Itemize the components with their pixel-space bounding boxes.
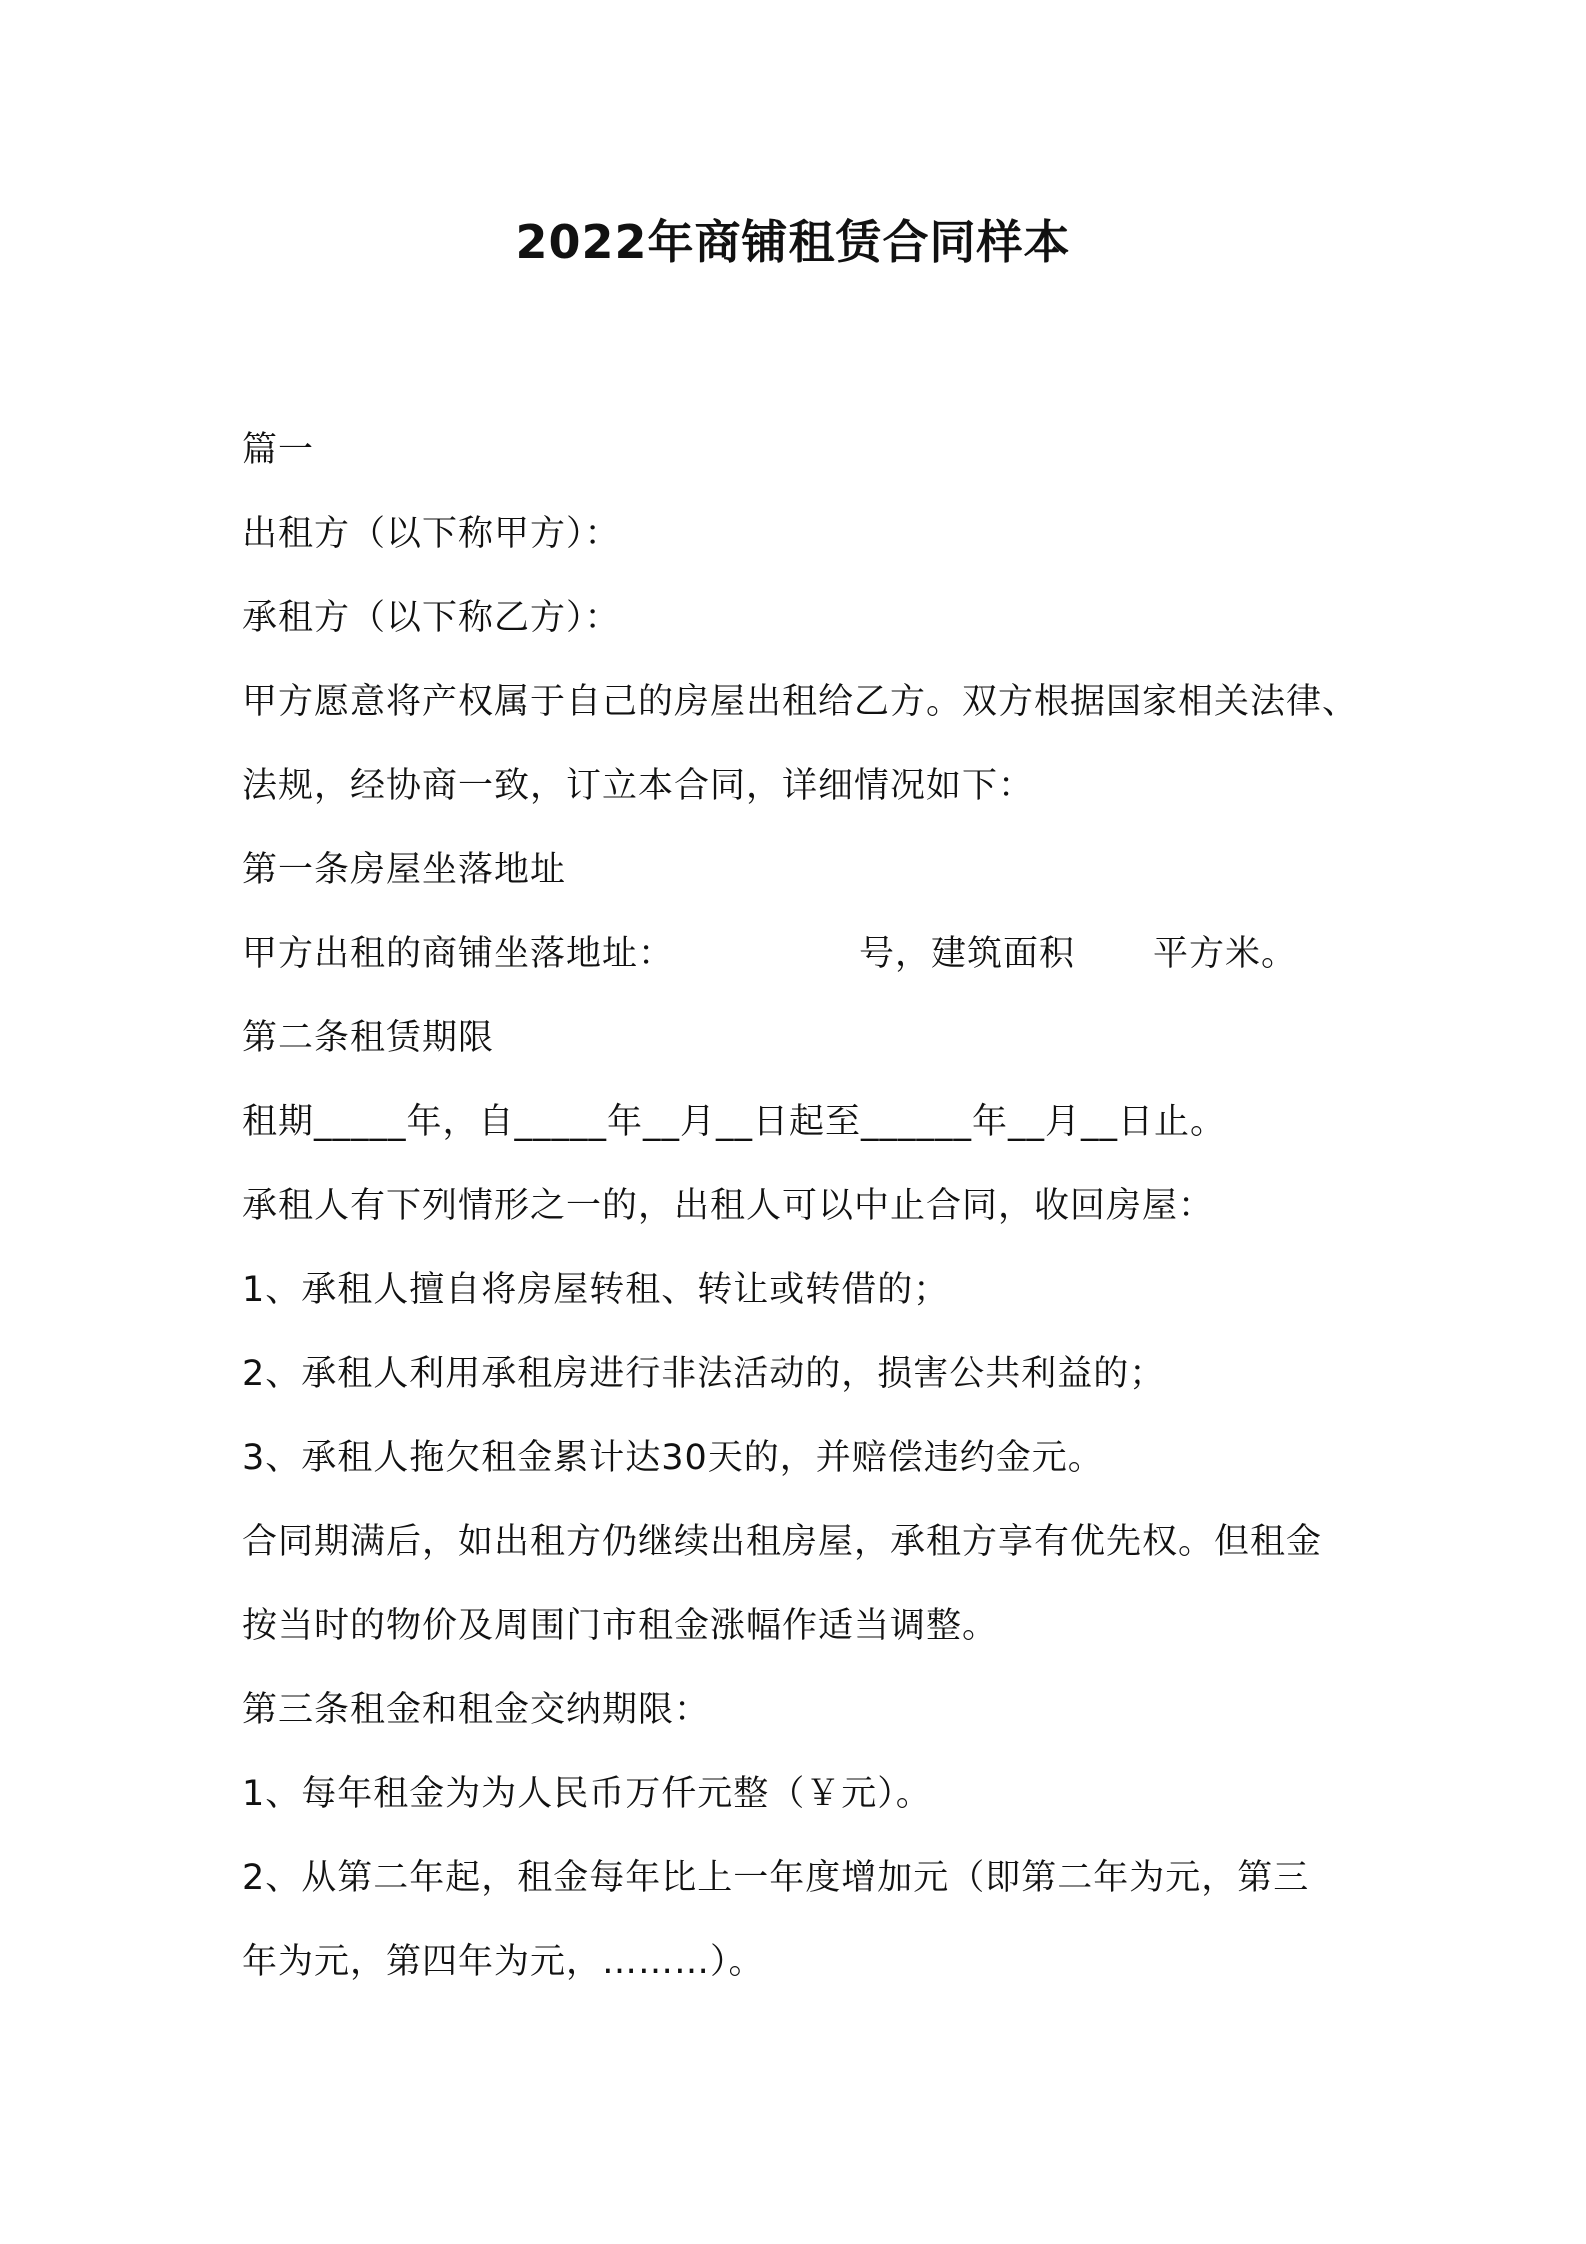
lease-term-line: 租期_____年，自_____年__月__日起至______年__月__日止。 (242, 1102, 1227, 1142)
article-2-heading: 第二条租赁期限 (242, 1018, 495, 1058)
section-heading-part-one: 篇一 (242, 430, 315, 470)
intro-line-2: 法规，经协商一致，订立本合同，详细情况如下： (242, 766, 1035, 806)
building-area-label: 号，建筑面积 (859, 934, 1076, 974)
termination-intro: 承租人有下列情形之一的，出租人可以中止合同，收回房屋： (242, 1186, 1215, 1226)
lessor-line: 出租方（以下称甲方）： (242, 514, 621, 554)
termination-item-1: 1、承租人擅自将房屋转租、转让或转借的； (242, 1270, 950, 1310)
address-label: 甲方出租的商铺坐落地址： (242, 934, 675, 974)
intro-line-1: 甲方愿意将产权属于自己的房屋出租给乙方。双方根据国家相关法律、 (242, 682, 1359, 722)
lessee-line: 承租方（以下称乙方）： (242, 598, 621, 638)
rent-item-2-line-2: 年为元，第四年为元，………）。 (242, 1942, 765, 1982)
document-body (242, 408, 1392, 2004)
termination-item-2: 2、承租人利用承租房进行非法活动的，损害公共利益的； (242, 1354, 1166, 1394)
article-1-heading: 第一条房屋坐落地址 (242, 850, 567, 890)
termination-item-3: 3、承租人拖欠租金累计达30天的，并赔偿违约金元。 (242, 1438, 1104, 1478)
square-meters-label: 平方米。 (1153, 934, 1298, 974)
renewal-line-2: 按当时的物价及周围门市租金涨幅作适当调整。 (242, 1606, 999, 1646)
document-title: 2022年商铺租赁合同样本 (515, 215, 1071, 269)
renewal-line-1: 合同期满后，如出租方仍继续出租房屋，承租方享有优先权。但租金 (242, 1522, 1323, 1562)
article-3-heading: 第三条租金和租金交纳期限： (242, 1690, 711, 1730)
rent-item-1: 1、每年租金为为人民币万仟元整（￥元）。 (242, 1774, 932, 1814)
address-line (242, 912, 1392, 996)
rent-item-2-line-1: 2、从第二年起，租金每年比上一年度增加元（即第二年为元，第三 (242, 1858, 1310, 1898)
